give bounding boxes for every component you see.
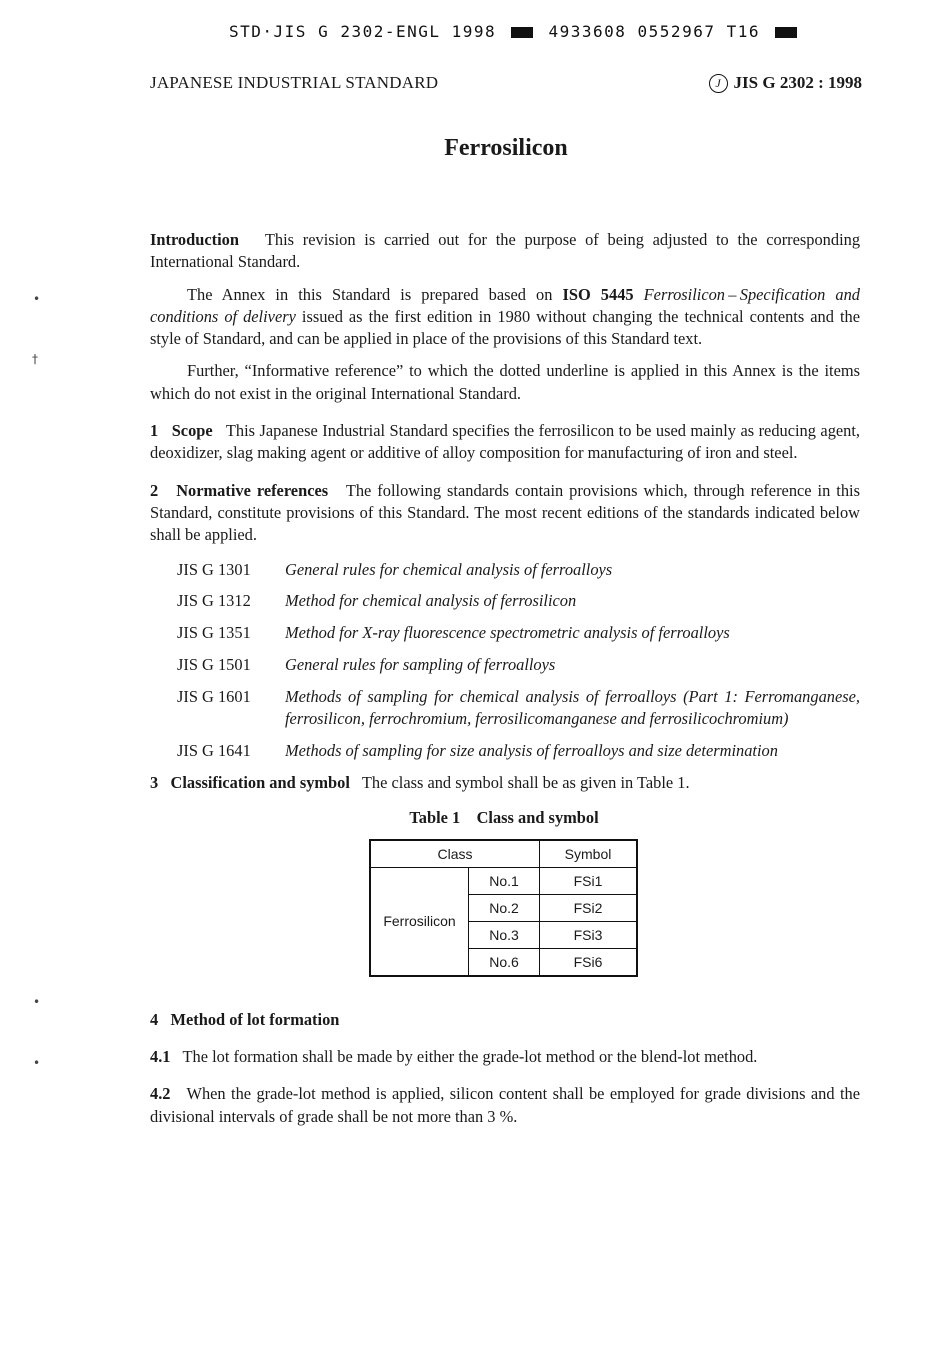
jis-mark-icon: J bbox=[709, 74, 728, 93]
normative-section bbox=[150, 480, 860, 547]
reference-item bbox=[177, 686, 860, 731]
reference-code: JIS G 1601 bbox=[177, 686, 251, 706]
informative-paragraph: Further, “Informative reference” to which the dotted underline is applied in this Annex is the items which do not exist in the original International Standard. bbox=[150, 361, 860, 403]
normative-text: The following standards contain provisions which, through reference in this Standard, constitute provisions of this Standard. The most recent editions of the standards indicated below shall be applied. bbox=[150, 480, 860, 545]
classification-section bbox=[150, 772, 860, 794]
reference-item bbox=[177, 622, 860, 644]
class-header: Class bbox=[370, 840, 540, 868]
symbol-cell: FSi6 bbox=[540, 948, 638, 976]
lot-number: 4 bbox=[150, 1009, 159, 1029]
lot-section-heading bbox=[150, 1009, 860, 1031]
page-title: Ferrosilicon bbox=[444, 135, 568, 161]
iso-reference: ISO 5445 bbox=[562, 284, 634, 304]
reference-title: Method for chemical analysis of ferrosilicon bbox=[285, 591, 577, 611]
normative-heading: Normative references bbox=[176, 480, 329, 500]
standard-number-text: JIS G 2302 : 1998 bbox=[733, 73, 862, 92]
class-symbol-table bbox=[369, 839, 638, 977]
introduction-heading: Introduction bbox=[150, 230, 239, 249]
clause-4-1-number: 4.1 bbox=[150, 1047, 171, 1067]
classification-number: 3 bbox=[150, 773, 159, 793]
document-stamp bbox=[229, 22, 809, 41]
grade-cell: No.6 bbox=[469, 948, 540, 976]
clause-4-2-number: 4.2 bbox=[150, 1084, 171, 1104]
lot-heading: Method of lot formation bbox=[170, 1009, 340, 1029]
grade-cell: No.3 bbox=[469, 921, 540, 948]
scope-heading: Scope bbox=[171, 421, 213, 441]
reference-list bbox=[177, 559, 860, 763]
scan-dot: • bbox=[33, 995, 41, 1009]
symbol-cell: FSi3 bbox=[540, 921, 638, 948]
iso-title: Ferrosilicon – Specification and conditions of delivery bbox=[150, 284, 860, 326]
symbol-header: Symbol bbox=[540, 840, 638, 868]
reference-title: General rules for sampling of ferroalloys bbox=[285, 654, 556, 674]
clause-4-2 bbox=[150, 1083, 860, 1128]
stamp-block-mark bbox=[511, 27, 533, 38]
clause-4-2-text: When the grade-lot method is applied, silicon content shall be employed for grade divisions and the divisional intervals of grade shall be not more than 3 %. bbox=[150, 1084, 860, 1126]
scope-section bbox=[150, 420, 860, 465]
standard-number bbox=[709, 73, 862, 93]
scan-dot: • bbox=[33, 292, 41, 306]
normative-number: 2 bbox=[150, 480, 159, 500]
clause-4-1-text: The lot formation shall be made by either the grade-lot method or the blend-lot method. bbox=[182, 1047, 758, 1067]
scope-number: 1 bbox=[150, 421, 159, 441]
stamp-number: 4933608 0552967 T16 bbox=[548, 22, 760, 41]
scan-mark: † bbox=[32, 352, 38, 366]
grade-cell: No.1 bbox=[469, 867, 540, 894]
reference-code: JIS G 1641 bbox=[177, 740, 251, 760]
classification-heading: Classification and symbol bbox=[170, 773, 350, 793]
reference-item bbox=[177, 559, 860, 581]
classification-text: The class and symbol shall be as given in Table 1. bbox=[361, 773, 690, 793]
introduction-text: This revision is carried out for the purpose of being adjusted to the corresponding International Standard. bbox=[150, 230, 861, 272]
reference-title: Method for X-ray fluorescence spectrometric analysis of ferroalloys bbox=[285, 623, 730, 643]
grade-cell: No.2 bbox=[469, 894, 540, 921]
class-group-cell: Ferrosilicon bbox=[370, 867, 469, 976]
reference-title: General rules for chemical analysis of ferroalloys bbox=[285, 559, 613, 579]
reference-title: Methods of sampling for chemical analysis of ferroalloys (Part 1: Ferromanganese, ferrosilicon, ferrochromium, ferrosilicomanganese and ferrosilicochromium) bbox=[285, 686, 860, 729]
reference-title: Methods of sampling for size analysis of ferroalloys and size determination bbox=[285, 740, 778, 760]
table-header-row bbox=[370, 840, 637, 868]
symbol-cell: FSi1 bbox=[540, 867, 638, 894]
annex-text-a: The Annex in this Standard is prepared based on bbox=[187, 284, 553, 304]
table-caption: Table 1 Class and symbol bbox=[409, 808, 599, 828]
document-body bbox=[150, 229, 860, 1128]
clause-4-1 bbox=[150, 1046, 860, 1068]
symbol-cell: FSi2 bbox=[540, 894, 638, 921]
standard-type: JAPANESE INDUSTRIAL STANDARD bbox=[150, 73, 439, 92]
scope-text: This Japanese Industrial Standard specifies the ferrosilicon to be used mainly as reducing agent, deoxidizer, slag making agent or additive of alloy composition for manufacturing of iron and steel. bbox=[150, 421, 861, 463]
reference-code: JIS G 1351 bbox=[177, 623, 251, 643]
scan-dot: • bbox=[33, 1056, 41, 1070]
reference-item bbox=[177, 654, 860, 676]
reference-item bbox=[177, 740, 860, 762]
annex-text-b: issued as the first edition in 1980 without changing the technical contents and the style of Standard, and can be applied in place of the provisions of this Standard text. bbox=[150, 306, 860, 349]
stamp-code: STD·JIS G 2302-ENGL 1998 bbox=[229, 22, 497, 41]
stamp-block-mark bbox=[775, 27, 797, 38]
reference-item bbox=[177, 590, 860, 612]
reference-code: JIS G 1501 bbox=[177, 654, 251, 674]
reference-code: JIS G 1301 bbox=[177, 559, 251, 579]
table-row bbox=[370, 867, 637, 894]
annex-paragraph bbox=[150, 284, 860, 351]
introduction-paragraph bbox=[150, 229, 860, 274]
reference-code: JIS G 1312 bbox=[177, 591, 251, 611]
